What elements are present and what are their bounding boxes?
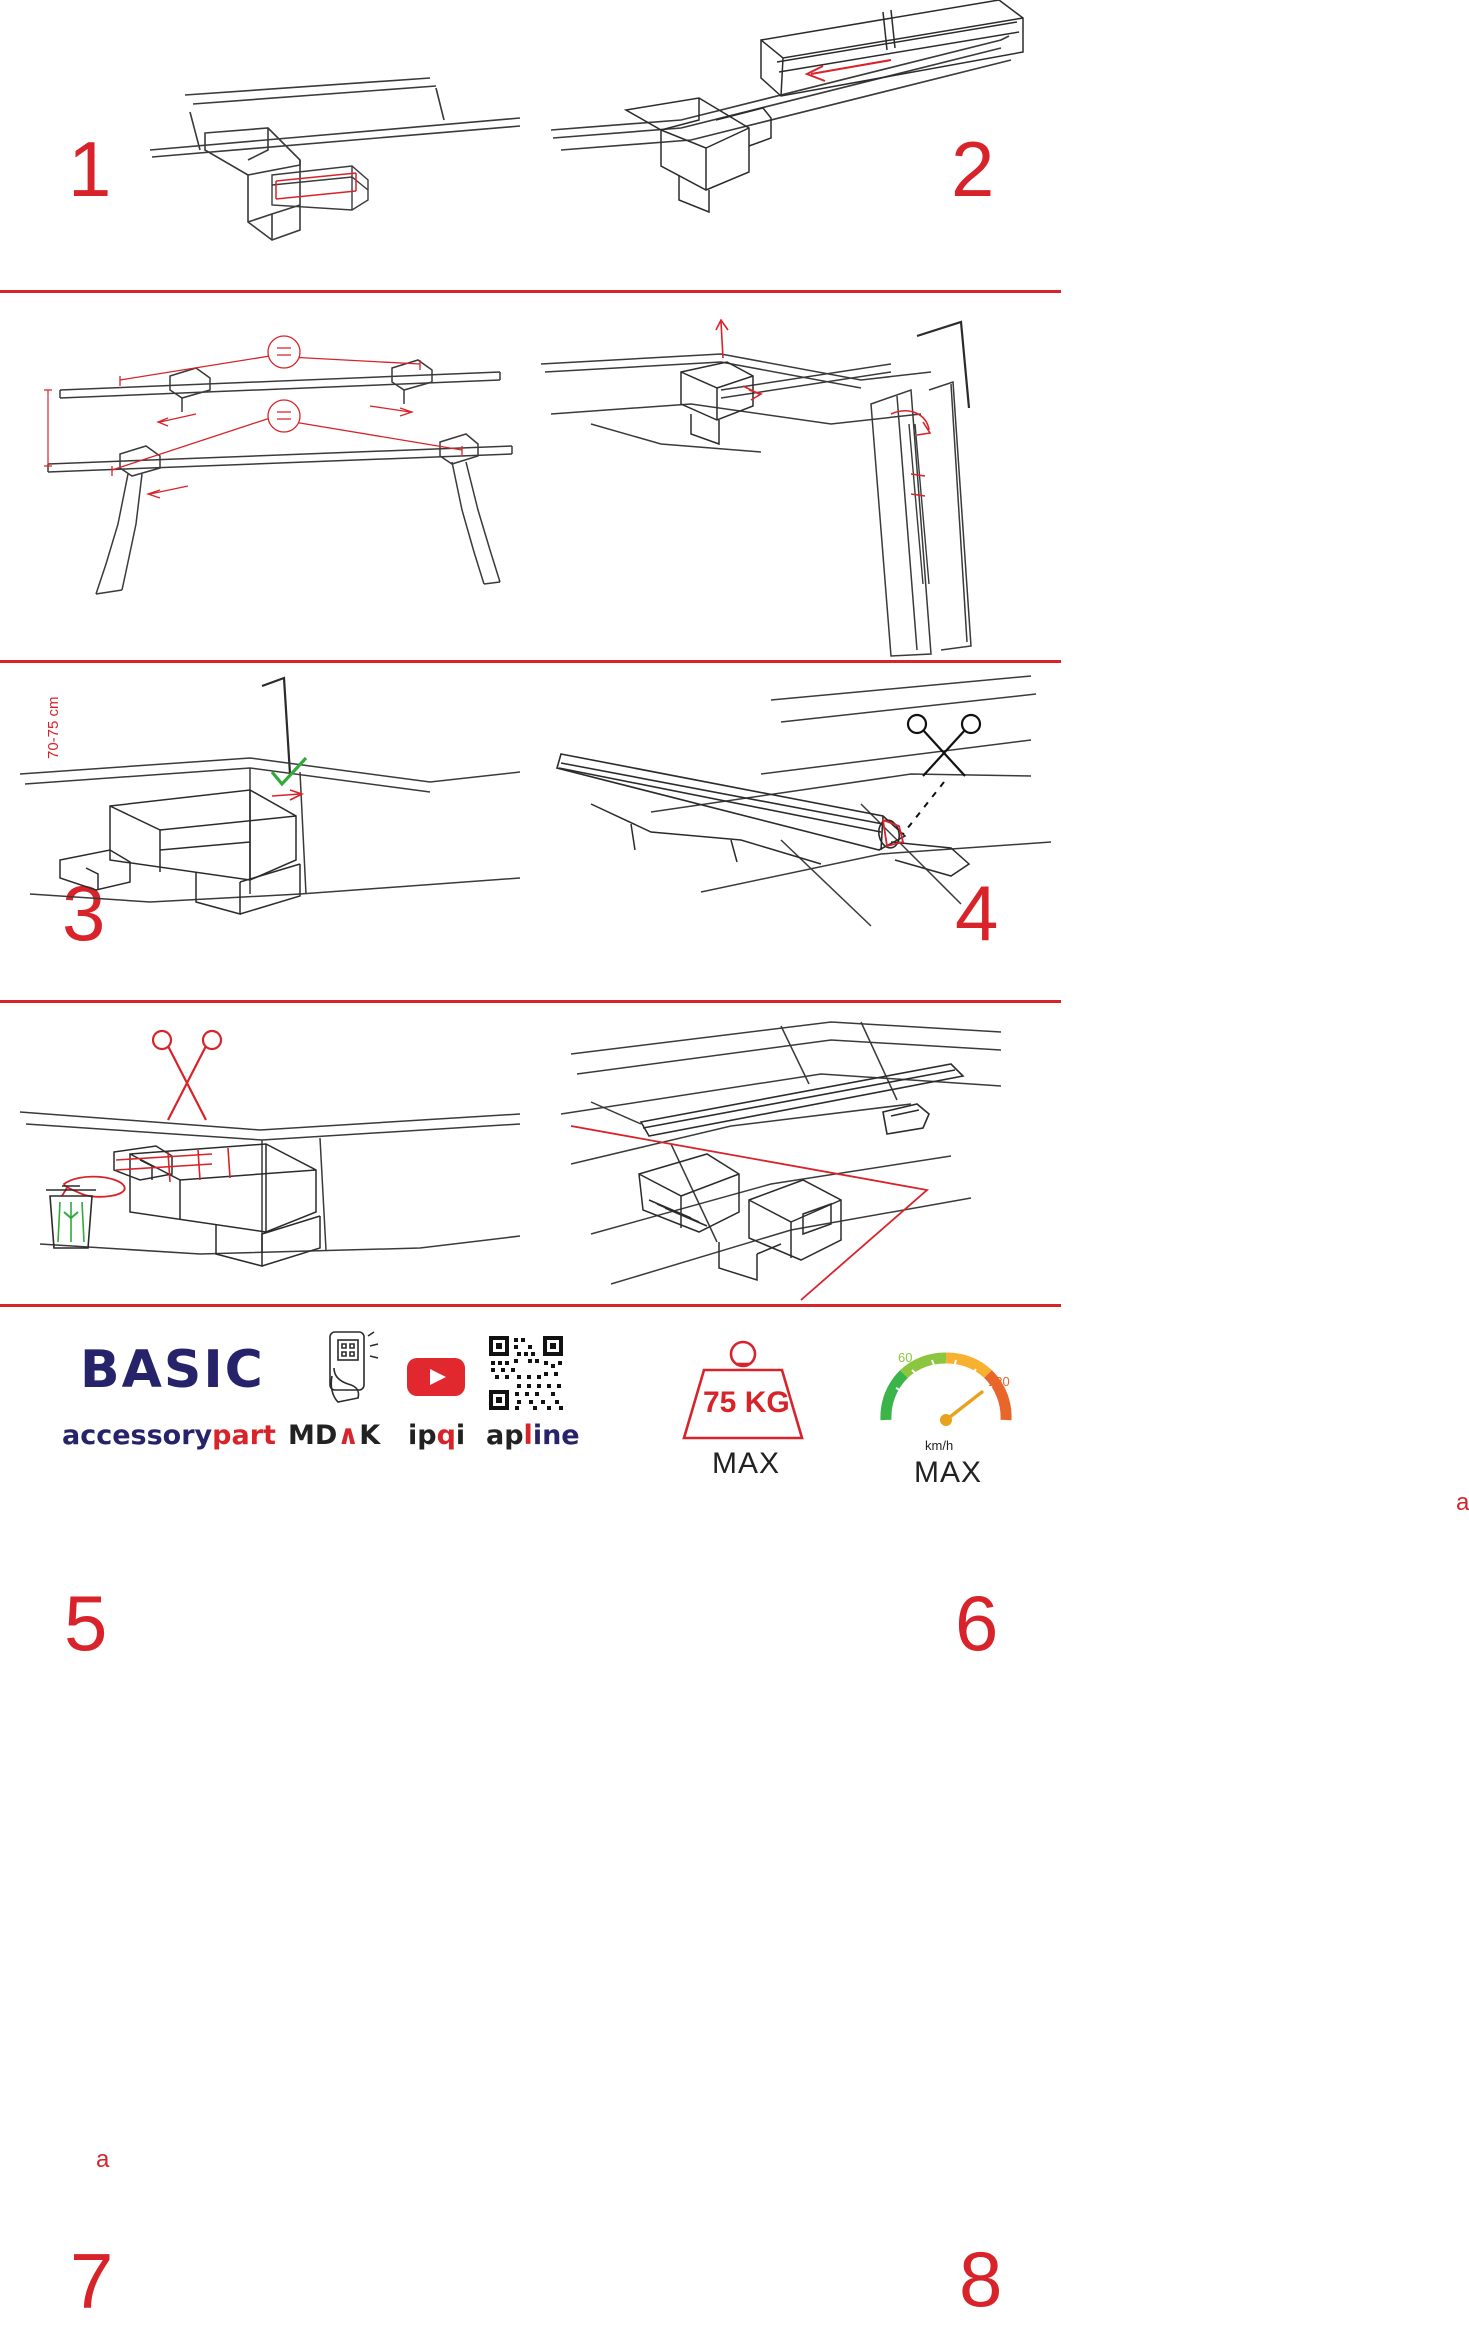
part-label-a-step6: a [1456, 1489, 1469, 1516]
step-3-illustration [0, 294, 530, 660]
step-2-panel [531, 0, 1061, 290]
logo-label-apline [486, 1420, 580, 1451]
step-7-number: 7 [70, 2237, 114, 2325]
step-7-illustration [0, 1004, 530, 1304]
speedometer-icon [866, 1328, 1026, 1438]
brand-name-red: part [212, 1420, 276, 1451]
divider-row-1 [0, 290, 1061, 293]
svg-text:60: 60 [898, 1350, 913, 1365]
step-8-number: 8 [959, 2235, 1003, 2323]
logo-mdak-plain: MD [288, 1420, 338, 1451]
max-speed-caption: MAX [914, 1456, 983, 1489]
logo-apline-accent: l [523, 1420, 533, 1451]
divider-row-3 [0, 1000, 1061, 1003]
logo-label-mdak [288, 1420, 380, 1451]
phone-qr-scan-icon [312, 1328, 382, 1408]
logo-ipqi-plain: ip [408, 1420, 437, 1451]
logo-label-ipqi [408, 1420, 465, 1451]
trash-bin-icon [46, 1186, 96, 1248]
step-4-number: 4 [955, 869, 999, 957]
divider-row-2 [0, 660, 1061, 663]
step-1-panel [0, 0, 530, 290]
logo-ipqi-accent: q [436, 1420, 456, 1451]
youtube-icon[interactable] [404, 1352, 470, 1402]
logo-mdak-accent: ∧ [337, 1420, 360, 1451]
logo-ipqi-tail: i [455, 1420, 466, 1451]
step-5-number: 5 [64, 1579, 108, 1667]
max-load-caption: MAX [712, 1447, 781, 1480]
step-1-number: 1 [68, 125, 112, 213]
logo-apline-plain: ap [486, 1420, 524, 1451]
brand-name-dark: accessory [62, 1420, 213, 1451]
part-label-a-step7: a [96, 2146, 110, 2173]
brand-title: BASIC [80, 1340, 265, 1400]
logo-mdak-tail: K [359, 1420, 381, 1451]
step-8-illustration [531, 1004, 1061, 1304]
step-4-illustration [531, 294, 1061, 660]
step-2-number: 2 [951, 125, 995, 213]
step-6-number: 6 [955, 1579, 999, 1667]
step-6-illustration [531, 664, 1061, 1000]
qr-code-icon[interactable] [487, 1334, 565, 1412]
scissors-icon [908, 715, 980, 776]
step-5-illustration [0, 664, 530, 1000]
scissors-icon-step7 [153, 1031, 221, 1120]
brand-name [62, 1420, 276, 1451]
step-3-panel [0, 294, 530, 957]
speed-unit-label: km/h [925, 1438, 954, 1453]
logo-apline-tail: ine [532, 1420, 580, 1451]
svg-text:120: 120 [988, 1374, 1010, 1389]
bar-spacing-label: 70-75 cm [45, 696, 62, 759]
step-3-number: 3 [62, 869, 106, 957]
max-load-value: 75 KG [703, 1386, 790, 1419]
divider-row-4 [0, 1304, 1061, 1307]
step-4-panel [531, 294, 1061, 957]
